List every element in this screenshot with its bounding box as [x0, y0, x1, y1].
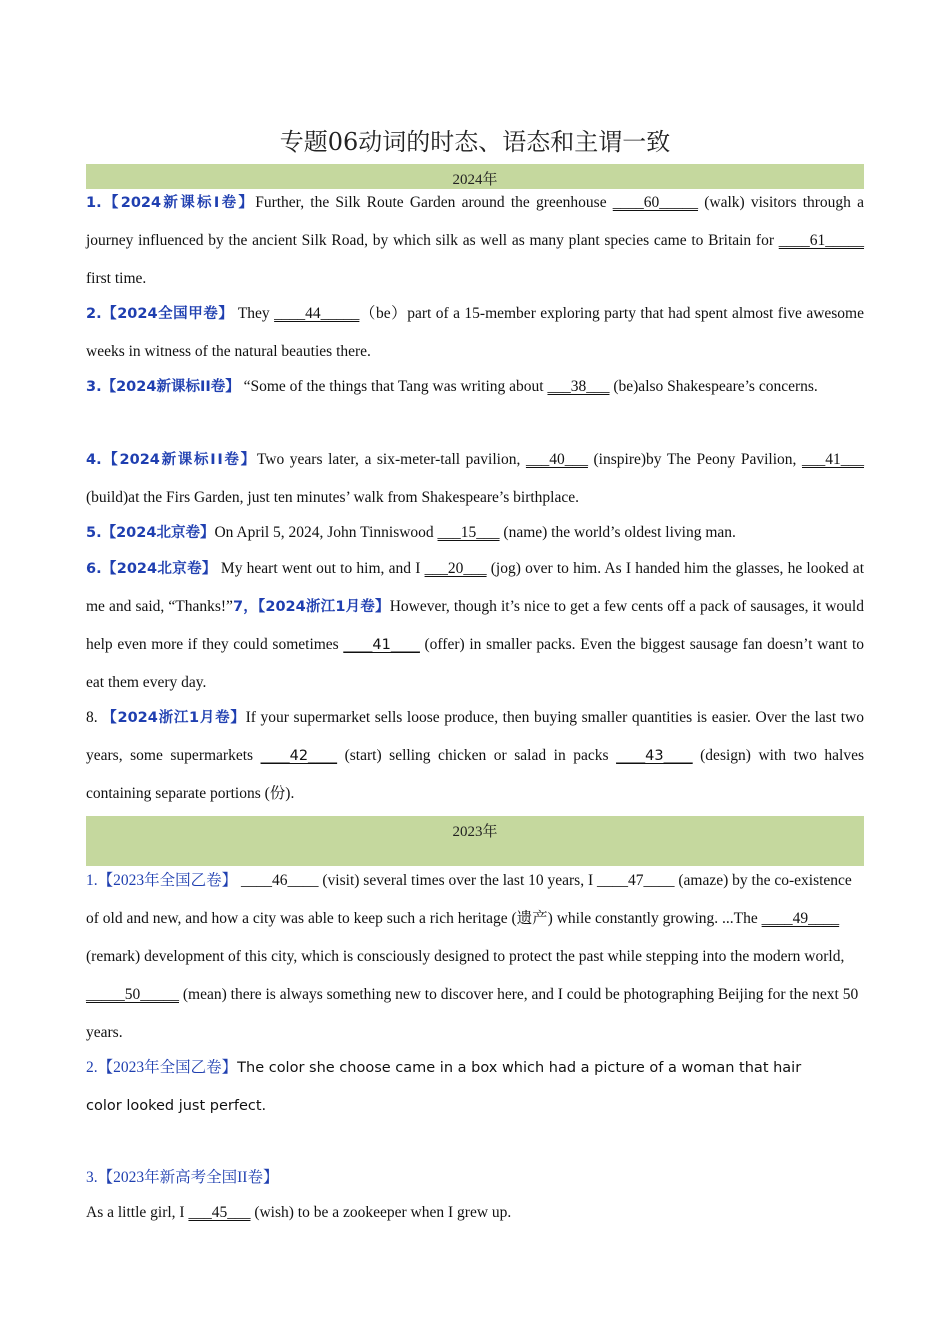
- question-text: first time.: [86, 270, 147, 287]
- question-2024-3: [86, 368, 864, 406]
- question-2024-6-7: [86, 550, 864, 702]
- answer-blank: ____49____: [761, 910, 840, 927]
- question-text: (wish) to be a zookeeper when I grew up.: [250, 1204, 512, 1221]
- question-2024-5: [86, 514, 864, 552]
- question-text: If your supermarket sells loose produce, then buying smaller quantities is easier. Over the last two years, some supermarkets: [86, 709, 864, 764]
- question-2024-1: [86, 184, 864, 298]
- question-text: Two years later, a six-meter-tall pavilion,: [256, 451, 526, 468]
- question-source-tag: 2.【2024全国甲卷】: [86, 306, 234, 322]
- answer-blank: ___15___: [437, 524, 500, 541]
- question-2023-3-body: [86, 1194, 864, 1232]
- question-2024-8: [86, 699, 864, 813]
- answer-blank: ____44_____: [274, 305, 360, 322]
- question-text: On April 5, 2024, John Tinniswood: [214, 524, 438, 541]
- question-text: (build)at the Firs Garden, just ten minutes’ walk from Shakespeare’s birthplace.: [86, 489, 579, 506]
- question-text: （be）part of a 15-member exploring party that had spent almost five awesome weeks in witness of the natural beauties there.: [86, 305, 864, 360]
- question-text: (design) with two halves containing separate portions (份).: [86, 747, 865, 802]
- question-2024-4: [86, 441, 864, 517]
- question-source-tag: 3.【2024新课标ⅠⅠ卷】: [86, 379, 240, 395]
- section-label-2024: 2024年: [452, 172, 498, 188]
- answer-blank: ___45___: [188, 1204, 251, 1221]
- question-2023-1: [86, 862, 864, 1052]
- question-2023-2: [86, 1049, 826, 1125]
- question-text: (offer) in smaller packs. Even the biggest sausage fan doesn’t want to eat them every day.: [86, 636, 864, 691]
- question-source-tag: 1.【2023年全国乙卷】: [86, 872, 238, 889]
- question-2024-2: [86, 295, 864, 371]
- section-header-2023: [86, 816, 864, 866]
- question-source-tag: 【2024浙江1月卷】: [102, 710, 246, 726]
- answer-blank: ____43____: [616, 748, 693, 764]
- question-text: (inspire)by The Peony Pavilion,: [587, 451, 802, 468]
- question-text: (start) selling chicken or salad in packs: [337, 747, 617, 764]
- question-text: The color she choose came in a box which had a picture of a woman that hair color looked just perfect.: [86, 1060, 802, 1114]
- answer-blank: ___38___: [547, 378, 610, 395]
- section-label-2023: 2023年: [452, 824, 498, 840]
- question-source-tag: 5.【2024北京卷】: [86, 525, 215, 541]
- question-text: “Some of the things that Tang was writing about: [239, 378, 548, 395]
- question-2023-3: [86, 1159, 864, 1197]
- question-text: Further, the Silk Route Garden around the greenhouse: [255, 194, 613, 211]
- question-text: (remark) development of this city, which is consciously designed to protect the past while stepping into the modern world,: [86, 948, 845, 965]
- answer-blank: ____42____: [260, 748, 338, 764]
- question-text: However, though it’s nice to get a few cents off a pack of sausages, it would help even more if they could sometimes: [86, 598, 864, 653]
- question-text: As a little girl, I: [86, 1204, 189, 1221]
- answer-blank: ____61_____: [778, 232, 864, 249]
- question-text: ____46____ (visit) several times over the last 10 years, I ____47____ (amaze) by the co-existence of old and new, and how a city was able to keep such a rich heritage (遗产) while constantly growing. ...The: [86, 872, 852, 927]
- question-text: (be)also Shakespeare’s concerns.: [609, 378, 818, 395]
- answer-blank: ___20___: [424, 560, 487, 577]
- question-text: My heart went out to him, and I: [216, 560, 425, 577]
- question-text: (walk) visitors through a journey influenced by the ancient Silk Road, by which silk as well as many plant species came to Britain for: [86, 194, 864, 249]
- answer-blank: ___40___: [525, 451, 588, 468]
- question-source-tag: 1.【2024新课标Ⅰ卷】: [86, 195, 256, 211]
- question-source-tag: 6.【2024北京卷】: [86, 561, 217, 577]
- question-source-tag: 3.【2023年新高考全国II卷】: [86, 1169, 279, 1186]
- answer-blank: ____41____: [343, 637, 420, 653]
- question-text: (jog) over to him. As I handed him the glasses, he looked at me and said, “Thanks!”: [86, 560, 864, 615]
- page-title: 专题06动词的时态、语态和主谓一致: [279, 128, 671, 156]
- answer-blank: _____50_____: [86, 986, 179, 1003]
- question-source-tag: 7，【2024浙江1月卷】: [232, 599, 390, 615]
- question-text: (name) the world’s oldest living man.: [499, 524, 736, 541]
- question-number: 8.: [86, 709, 103, 726]
- answer-blank: ___41___: [802, 451, 864, 468]
- question-source-tag: 2.【2023年全国乙卷】: [86, 1059, 238, 1076]
- question-text: They: [233, 305, 275, 322]
- answer-blank: ____60_____: [612, 194, 699, 211]
- question-source-tag: 4.【2024新课标ⅠⅠ卷】: [86, 452, 257, 468]
- question-text: (mean) there is always something new to discover here, and I could be photographing Beijing for the next 50 years.: [86, 986, 859, 1041]
